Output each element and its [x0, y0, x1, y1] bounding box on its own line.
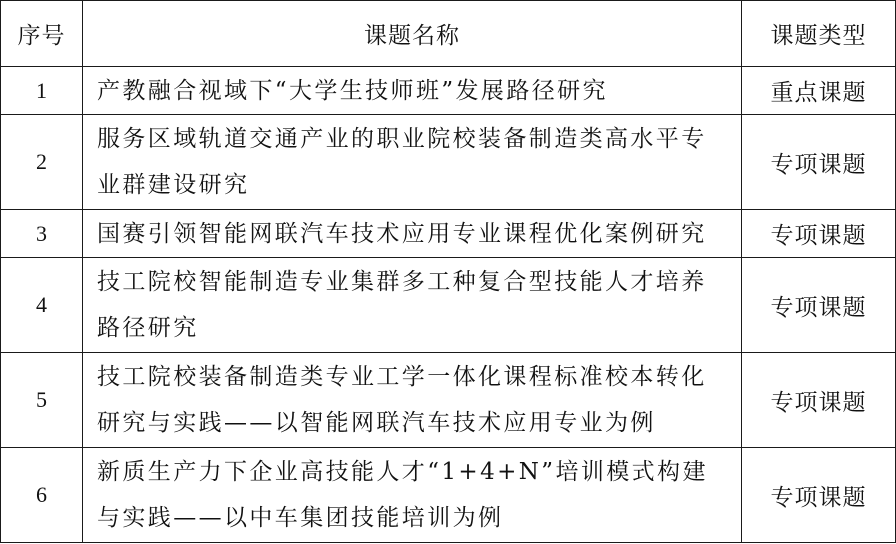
table-row — [1, 353, 896, 448]
topic-type: 专项课题 — [742, 353, 896, 448]
table-row — [1, 115, 896, 210]
topic-name: 技工院校装备制造类专业工学一体化课程标准校本转化研究与实践——以智能网联汽车技术应用专业为例 — [83, 353, 742, 448]
header-topic-name: 课题名称 — [83, 1, 742, 67]
topic-name: 技工院校智能制造专业集群多工种复合型技能人才培养路径研究 — [83, 258, 742, 353]
row-number: 6 — [1, 448, 83, 543]
header-row — [1, 1, 896, 67]
header-number: 序号 — [1, 1, 83, 67]
table-row — [1, 448, 896, 543]
row-number: 2 — [1, 115, 83, 210]
table-row — [1, 210, 896, 258]
topic-type: 专项课题 — [742, 448, 896, 543]
topic-type: 专项课题 — [742, 258, 896, 353]
topic-name: 产教融合视域下“大学生技师班”发展路径研究 — [83, 67, 742, 115]
topic-type: 重点课题 — [742, 67, 896, 115]
row-number: 3 — [1, 210, 83, 258]
table-row — [1, 258, 896, 353]
row-number: 5 — [1, 353, 83, 448]
topic-name: 新质生产力下企业高技能人才“1+4+N”培训模式构建与实践——以中车集团技能培训为例 — [83, 448, 742, 543]
topic-name: 国赛引领智能网联汽车技术应用专业课程优化案例研究 — [83, 210, 742, 258]
topic-name: 服务区域轨道交通产业的职业院校装备制造类高水平专业群建设研究 — [83, 115, 742, 210]
row-number: 1 — [1, 67, 83, 115]
topic-type: 专项课题 — [742, 210, 896, 258]
row-number: 4 — [1, 258, 83, 353]
table-row — [1, 67, 896, 115]
header-topic-type: 课题类型 — [742, 1, 896, 67]
topic-type: 专项课题 — [742, 115, 896, 210]
